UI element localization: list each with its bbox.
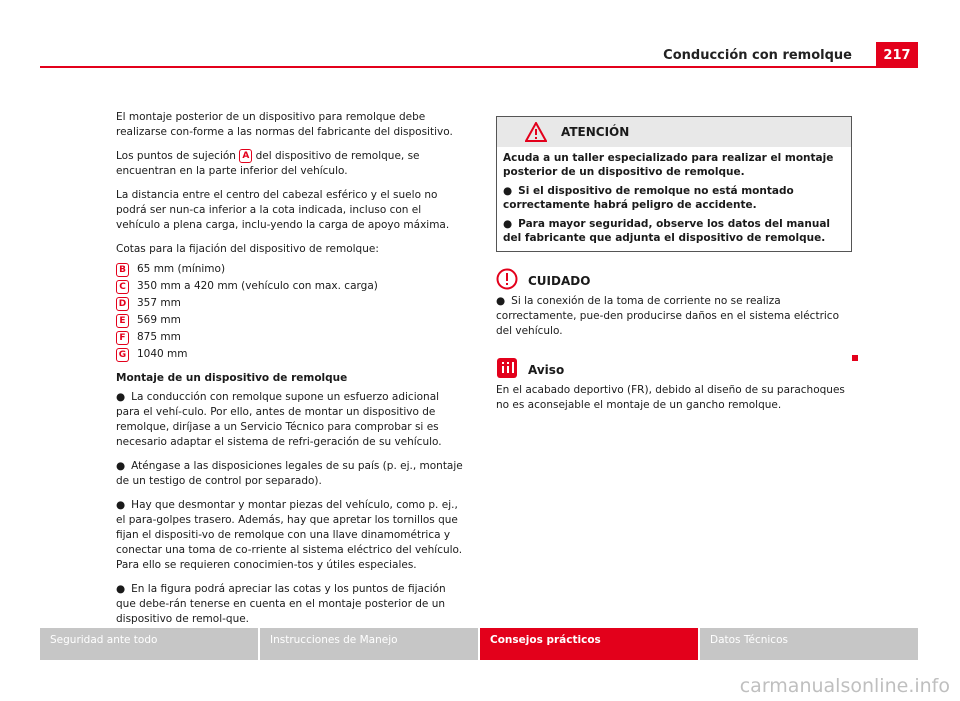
warning-box [496,116,852,252]
info-note-icon [496,357,518,379]
left-column [116,110,466,636]
paragraph-dimensions-intro: Cotas para la fijación del dispositivo de remolque: [116,243,379,255]
footer-tab-instrucciones[interactable]: Instrucciones de Manejo [260,628,478,660]
bullet-icon: ● [116,583,126,595]
paragraph-intro: El montaje posterior de un dispositivo para remolque debe realizarse con-forme a las normas del fabricante del dispositivo. [116,111,453,138]
dimension-value: 875 mm [137,331,181,343]
marker-a: A [239,149,252,163]
bullet-icon: ● [496,295,506,307]
bullet-icon: ● [116,391,126,403]
bullet-text: Aténgase a las disposiciones legales de su país (p. ej., montaje de un testigo de control por separado). [116,460,463,487]
dimension-marker: C [116,280,129,294]
bullet-icon: ● [503,218,513,230]
watermark: carmanualsonline.info [739,675,950,697]
bullet-item [116,498,466,573]
note-header [496,357,852,379]
bullet-text: La conducción con remolque supone un esfuerzo adicional para el vehí-culo. Por ello, antes de montar un dispositivo de remolque, diríjase a un Servicio Técnico para comprobar si es necesario adaptar el sistema de refri-geración de su vehículo. [116,391,442,448]
section-end-marker [852,355,858,361]
footer-tab-datos[interactable]: Datos Técnicos [700,628,918,660]
bullet-text: En la figura podrá apreciar las cotas y los puntos de fijación que debe-rán tenerse en cuenta en el montaje posterior de un dispositivo de remol-que. [116,583,446,625]
page-header-title: Conducción con remolque [663,48,852,63]
bullet-item [116,390,466,450]
header-rule [40,66,918,68]
warning-item [503,217,845,245]
dimension-value: 65 mm (mínimo) [137,263,226,275]
caution-header [496,268,852,290]
warning-item [503,184,845,212]
dimension-marker: B [116,263,129,277]
caution-title: CUIDADO [528,274,591,288]
dimensions-list [116,261,466,363]
dimension-item [116,312,466,329]
fixing-points-text: Los puntos de sujeción [116,150,240,162]
footer-nav [40,628,918,660]
warning-title: ATENCIÓN [561,124,630,139]
fixing-points-text-end: del dispositivo de remolque, se encuentran en la parte inferior del vehículo. [116,150,420,177]
page-number: 217 [876,42,918,66]
warning-header [497,117,851,147]
warning-intro: Acuda a un taller especializado para realizar el montaje posterior de un dispositivo de remolque. [503,152,834,178]
dimension-marker: F [116,331,129,345]
bullet-icon: ● [503,185,513,197]
note-section [496,357,852,413]
warning-item-text: Si el dispositivo de remolque no está montado correctamente habrá peligro de accidente. [503,185,794,211]
dimension-item [116,346,466,363]
bullet-icon: ● [116,499,126,511]
dimension-value: 1040 mm [137,348,188,360]
warning-triangle-icon [525,122,547,142]
bullet-icon: ● [116,460,126,472]
paragraph-distance: La distancia entre el centro del cabezal esférico y el suelo no podrá ser nun-ca inferior a la cota indicada, incluso con el vehículo a plena carga, inclu-yendo la carga de apoyo máxima. [116,189,450,231]
dimension-item [116,278,466,295]
dimension-item [116,261,466,278]
dimension-marker: D [116,297,129,311]
dimension-marker: G [116,348,129,362]
warning-item-text: Para mayor seguridad, observe los datos del manual del fabricante que adjunta el dispositivo de remolque. [503,218,830,244]
dimension-value: 350 mm a 420 mm (vehículo con max. carga) [137,280,378,292]
bullet-item [116,459,466,489]
paragraph-fixing-points [116,149,466,179]
right-column [496,116,852,413]
bullet-item [116,582,466,627]
caution-text [496,294,852,339]
caution-exclamation-icon [496,268,518,290]
caution-text-body: Si la conexión de la toma de corriente no se realiza correctamente, pue-den producirse daños en el sistema eléctrico del vehículo. [496,295,839,337]
dimension-value: 569 mm [137,314,181,326]
note-text: En el acabado deportivo (FR), debido al diseño de su parachoques no es aconsejable el montaje de un gancho remolque. [496,384,845,411]
section-heading: Montaje de un dispositivo de remolque [116,372,348,384]
dimension-value: 357 mm [137,297,181,309]
dimension-marker: E [116,314,129,328]
footer-tab-consejos[interactable]: Consejos prácticos [480,628,698,660]
bullet-text: Hay que desmontar y montar piezas del vehículo, como p. ej., el para-golpes trasero. Además, hay que apretar los tornillos que fijan el dispositi-vo de remolque con una llave dinamométrica y conectar una toma de co-rriente al sistema eléctrico del vehículo. Para ello se requieren conocimien-tos y útiles especiales. [116,499,463,571]
dimension-item [116,295,466,312]
dimension-item [116,329,466,346]
note-title: Aviso [528,363,565,377]
footer-tab-seguridad[interactable]: Seguridad ante todo [40,628,258,660]
warning-body [497,147,851,251]
caution-section [496,268,852,339]
